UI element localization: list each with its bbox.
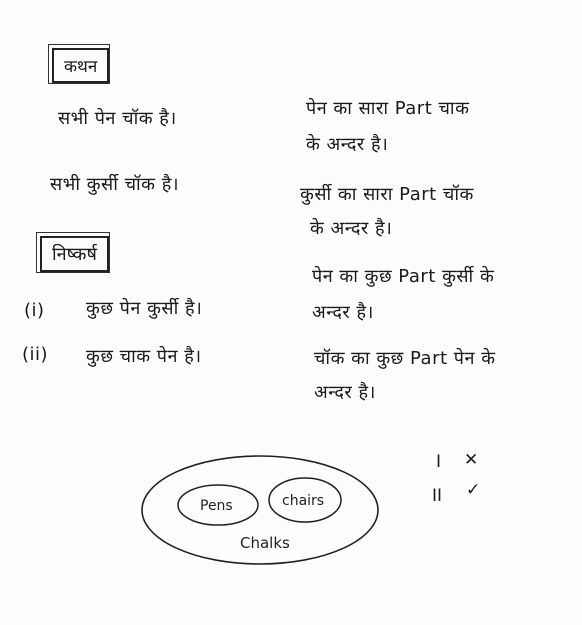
statement-1: सभी पेन चॉक है। xyxy=(58,108,177,129)
statement-2: सभी कुर्सी चॉक है। xyxy=(50,174,180,195)
conclusion-1-number: (i) xyxy=(24,300,45,321)
pens-label: Pens xyxy=(200,498,233,514)
chalks-label: Chalks xyxy=(240,534,290,552)
conclusion-2-number: (ii) xyxy=(22,344,49,365)
answer-1-label: I xyxy=(436,452,442,472)
conclusion-2-note-line-2: अन्दर है। xyxy=(314,382,376,403)
statement-heading: कथन xyxy=(52,48,109,83)
conclusion-1-text: कुछ पेन कुर्सी है। xyxy=(86,298,203,319)
statement-2-note-line-2: के अन्दर है। xyxy=(310,218,393,239)
conclusion-2-text: कुछ चाक पेन है। xyxy=(86,346,202,367)
statement-1-note-line-2: के अन्दर है। xyxy=(306,134,389,155)
conclusion-1-note-line-2: अन्दर है। xyxy=(312,302,374,323)
answer-2-check-icon: ✓ xyxy=(466,480,481,500)
chairs-label: chairs xyxy=(282,493,325,509)
conclusion-2-note-line-1: चॉक का कुछ Part पेन के xyxy=(314,348,496,369)
answer-2-label: II xyxy=(432,486,443,506)
answer-1-cross-icon: ✕ xyxy=(464,450,479,470)
statement-1-note-line-1: पेन का सारा Part चाक xyxy=(306,98,470,119)
statement-2-note-line-1: कुर्सी का सारा Part चॉक xyxy=(300,184,474,205)
conclusion-1-note-line-1: पेन का कुछ Part कुर्सी के xyxy=(312,266,495,287)
conclusion-heading: निष्कर्ष xyxy=(40,236,109,272)
